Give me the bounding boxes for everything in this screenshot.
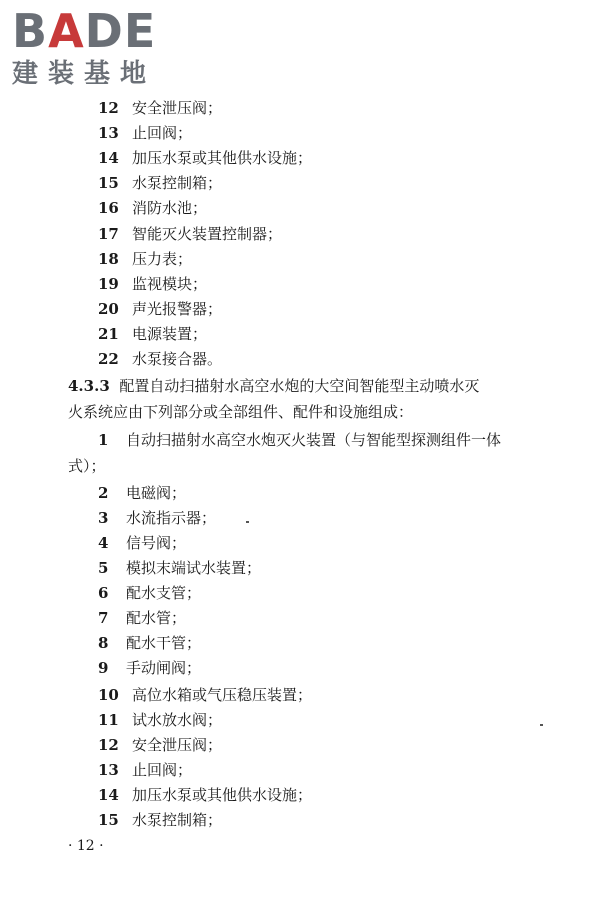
list-item: 20 声光报警器； bbox=[98, 300, 223, 318]
scan-speck bbox=[246, 521, 249, 523]
list-item: 12 安全泄压阀； bbox=[98, 736, 223, 754]
list-item: 12 安全泄压阀； bbox=[98, 99, 223, 117]
list-item: 10 高位水箱或气压稳压装置； bbox=[98, 686, 313, 704]
list-item: 13 止回阀； bbox=[98, 124, 193, 142]
list-item: 19 监视模块； bbox=[98, 275, 208, 293]
logo-wordmark: BADE bbox=[12, 4, 157, 58]
logo-subtitle: 建装基地 bbox=[12, 59, 157, 89]
list-item: 14 加压水泵或其他供水设施； bbox=[98, 149, 313, 167]
list-item: 17 智能灭火装置控制器； bbox=[98, 225, 283, 243]
list-item: 8 配水干管； bbox=[98, 634, 202, 652]
list-item-continuation: 式）； bbox=[68, 457, 106, 475]
list-item: 7 配水管； bbox=[98, 609, 187, 627]
list-item: 14 加压水泵或其他供水设施； bbox=[98, 786, 313, 804]
list-item: 2 电磁阀； bbox=[98, 484, 187, 502]
list-item: 4 信号阀； bbox=[98, 534, 187, 552]
list-item: 9 手动闸阀； bbox=[98, 659, 202, 677]
list-item: 15 水泵控制箱； bbox=[98, 174, 223, 192]
list-item: 3 水流指示器； bbox=[98, 509, 217, 527]
list-item: 5 模拟末端试水装置； bbox=[98, 559, 262, 577]
list-item: 18 压力表； bbox=[98, 250, 193, 268]
list-item: 1 自动扫描射水高空水炮灭火装置（与智能型探测组件一体 bbox=[98, 431, 502, 449]
section-heading bbox=[68, 374, 479, 398]
section-text-line1: 配置自动扫描射水高空水炮的大空间智能型主动喷水灭 bbox=[119, 377, 480, 395]
logo-accent-letter: A bbox=[48, 4, 85, 58]
list-item: 16 消防水池； bbox=[98, 199, 208, 217]
list-item: 15 水泵控制箱； bbox=[98, 811, 223, 829]
list-item: 13 止回阀； bbox=[98, 761, 193, 779]
section-number: 4.3.3 bbox=[68, 377, 110, 395]
section-text-line2: 火系统应由下列部分或全部组件、配件和设施组成： bbox=[68, 403, 414, 421]
list-item: 22 水泵接合器。 bbox=[98, 350, 223, 368]
page-number: · 12 · bbox=[68, 838, 104, 854]
scan-speck bbox=[540, 724, 543, 726]
list-item: 6 配水支管； bbox=[98, 584, 202, 602]
logo bbox=[12, 6, 182, 90]
list-item: 11 试水放水阀； bbox=[98, 711, 223, 729]
list-item: 21 电源装置； bbox=[98, 325, 208, 343]
